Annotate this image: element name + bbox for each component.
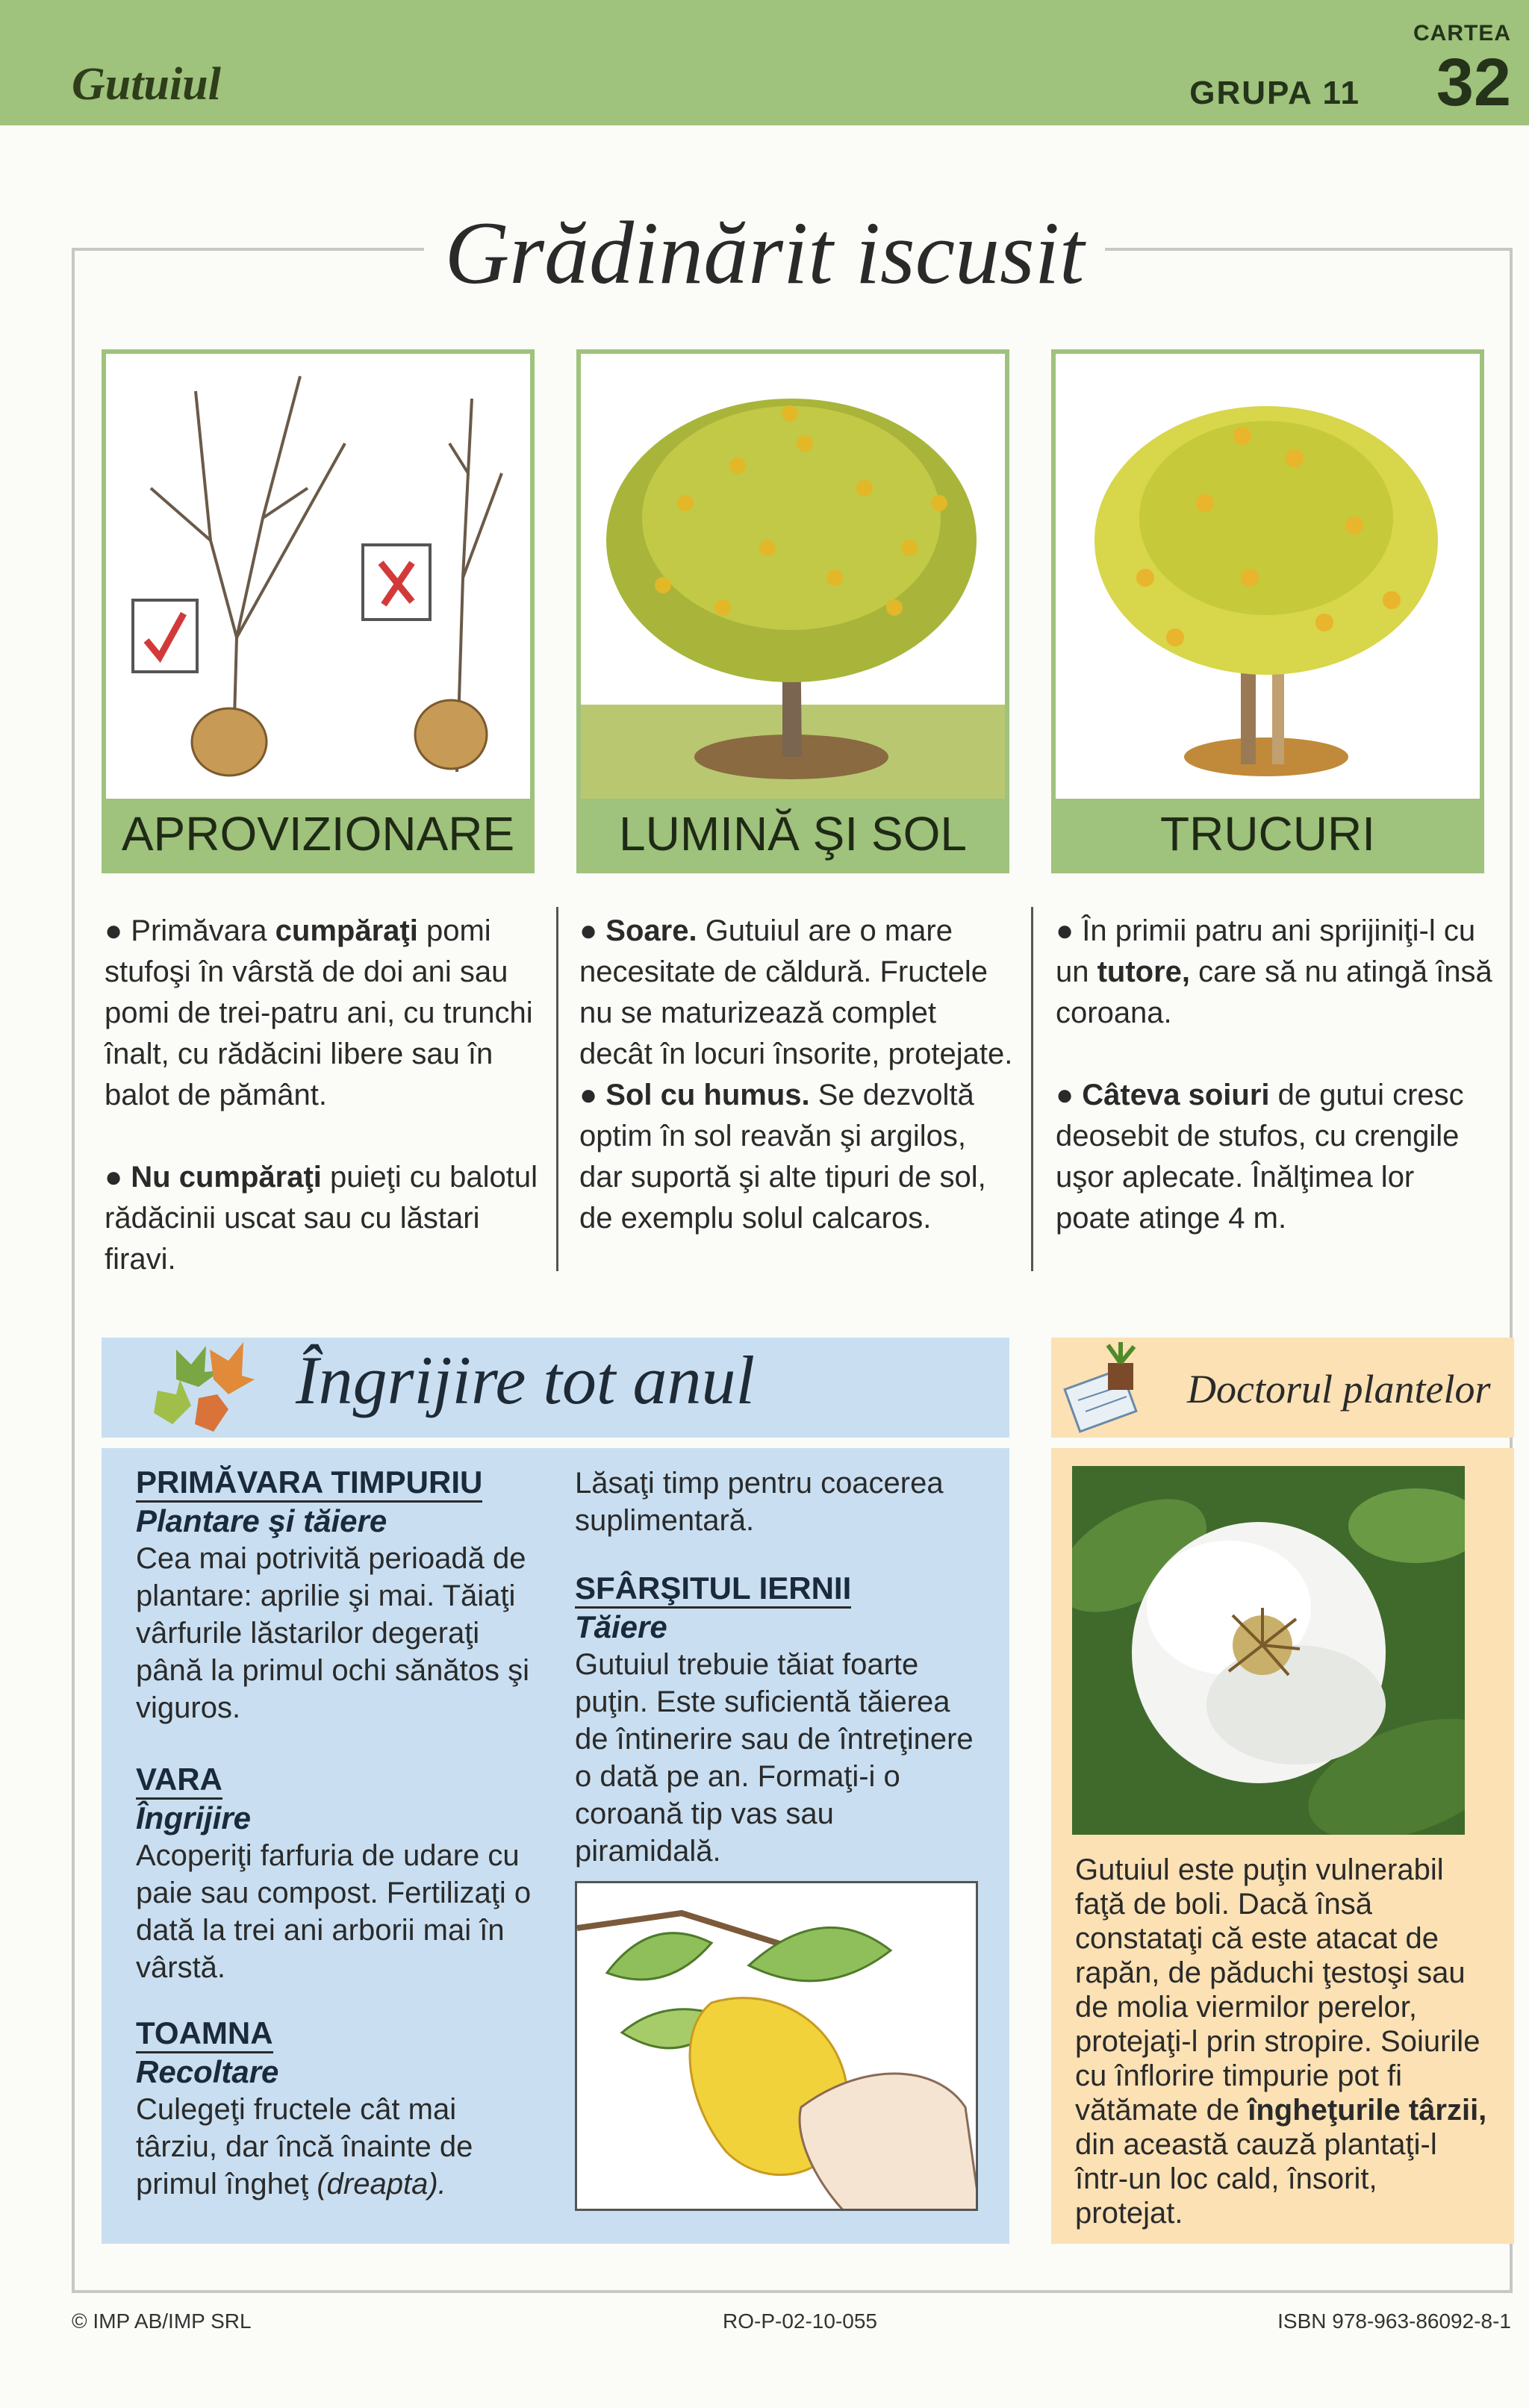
summer-subheading: Îngrijire bbox=[136, 1800, 252, 1835]
group-label: GRUPA 11 bbox=[1189, 75, 1360, 111]
footer-code: RO-P-02-10-055 bbox=[723, 2309, 877, 2333]
panel-label-tricks: TRUCURI bbox=[1056, 799, 1480, 869]
winter-heading: SFÂRŞITUL IERNII bbox=[575, 1570, 851, 1609]
panel-label-light-soil: LUMINĂ ŞI SOL bbox=[581, 799, 1005, 869]
book-label: CARTEA bbox=[1413, 21, 1511, 46]
panel-tricks bbox=[1051, 349, 1484, 873]
checkmark-icon bbox=[131, 599, 199, 673]
fruit-tree-illustration bbox=[581, 354, 1006, 802]
book-number: 32 bbox=[1436, 46, 1511, 120]
plant-doctor-icon bbox=[1063, 1341, 1153, 1433]
saplings-illustration bbox=[106, 354, 532, 802]
footer-copyright: © IMP AB/IMP SRL bbox=[72, 2309, 252, 2333]
care-autumn bbox=[136, 2015, 532, 2203]
supply-text bbox=[105, 911, 542, 1321]
doctor-title: Doctorul plantelor bbox=[1187, 1367, 1491, 1412]
light-soil-paragraph-2: ● Sol cu humus. Se dezvoltă optim în sol reavăn şi argilos, dar suportă şi alte tipuri de sol, de exemplu solul calcaros. bbox=[579, 1079, 986, 1235]
tricks-paragraph-1: ● În primii patru ani sprijiniţi-l cu un tutore, care să nu atingă însă coroana. bbox=[1056, 914, 1492, 1029]
quince-flower-photo bbox=[1072, 1466, 1465, 1835]
care-title: Îngrijire tot anul bbox=[296, 1342, 756, 1418]
autumn-text: Culegeţi fructele cât mai târziu, dar încă înainte de primul îngheţ (dreapta). bbox=[136, 2093, 473, 2200]
spring-heading: PRIMĂVARA TIMPURIU bbox=[136, 1465, 482, 1503]
autumn-heading: TOAMNA bbox=[136, 2015, 273, 2053]
quince-harvest-illustration bbox=[575, 1881, 978, 2211]
panel-label-supply: APROVIZIONARE bbox=[106, 799, 530, 869]
doctor-text: Gutuiul este puţin vulnerabil faţă de boli. Dacă însă constataţi că este atacat de rapăn, de păduchi ţestoşi sau de molia viermilor perelor, protejaţi-l prin stropire. Soiurile cu înflorire timpurie pot fi vătămate de îngheţurile târzii, din această cauză plantaţi-l într-un loc cald, însorit, protejat. bbox=[1075, 1853, 1487, 2230]
light-soil-paragraph-1: ● Soare. Gutuiul are o mare necesitate de căldură. Fructele nu se maturizează complet decât în locuri însorite, protejate. bbox=[579, 914, 1013, 1070]
tricks-text bbox=[1056, 911, 1493, 1280]
supply-paragraph-2: ● Nu cumpăraţi puieţi cu balotul rădăcinii uscat sau cu lăstari firavi. bbox=[105, 1161, 538, 1276]
care-summer bbox=[136, 1762, 532, 1986]
summer-heading: VARA bbox=[136, 1762, 222, 1800]
column-divider bbox=[1031, 907, 1033, 1271]
care-winter bbox=[575, 1570, 978, 1870]
care-continued: Lăsaţi timp pentru coacerea suplimentară. bbox=[575, 1467, 944, 1537]
spring-subheading: Plantare şi tăiere bbox=[136, 1503, 387, 1538]
care-spring bbox=[136, 1465, 532, 1727]
supply-paragraph-1: ● Primăvara cumpăraţi pomi stufoşi în vârstă de doi ani sau pomi de trei-patru ani, cu trunchi înalt, cu rădăcini libere sau în balot de pământ. bbox=[105, 914, 533, 1111]
light-soil-text bbox=[579, 911, 1017, 1280]
staked-tree-illustration bbox=[1056, 354, 1481, 802]
leaves-icon bbox=[146, 1335, 258, 1439]
footer-isbn: ISBN 978-963-86092-8-1 bbox=[1277, 2309, 1511, 2333]
panel-supply bbox=[102, 349, 535, 873]
tricks-paragraph-2: ● Câteva soiuri de gutui cresc deosebit de stufos, cu crengile uşor aplecate. Înălţimea lor poate atinge 4 m. bbox=[1056, 1079, 1464, 1235]
winter-text: Gutuiul trebuie tăiat foarte puţin. Este suficientă tăierea de întinerire sau de întreţinere o dată pe an. Formaţi-i o coroană tip vas sau piramidală. bbox=[575, 1648, 974, 1868]
spring-text: Cea mai potrivită perioadă de plantare: aprilie şi mai. Tăiaţi vârfurile lăstarilor degeraţi până la primul ochi sănătos şi viguros. bbox=[136, 1542, 529, 1724]
autumn-subheading: Recoltare bbox=[136, 2054, 279, 2089]
winter-subheading: Tăiere bbox=[575, 1609, 667, 1644]
column-divider bbox=[556, 907, 558, 1271]
section-title bbox=[0, 202, 1529, 305]
page-title: Gutuiul bbox=[72, 59, 221, 110]
panel-light-soil bbox=[576, 349, 1009, 873]
section-title-text: Grădinărit iscusit bbox=[424, 203, 1106, 302]
summer-text: Acoperiţi farfuria de udare cu paie sau compost. Fertilizaţi o dată la trei ani arborii mai în vârstă. bbox=[136, 1839, 532, 1984]
cross-icon bbox=[361, 543, 432, 621]
